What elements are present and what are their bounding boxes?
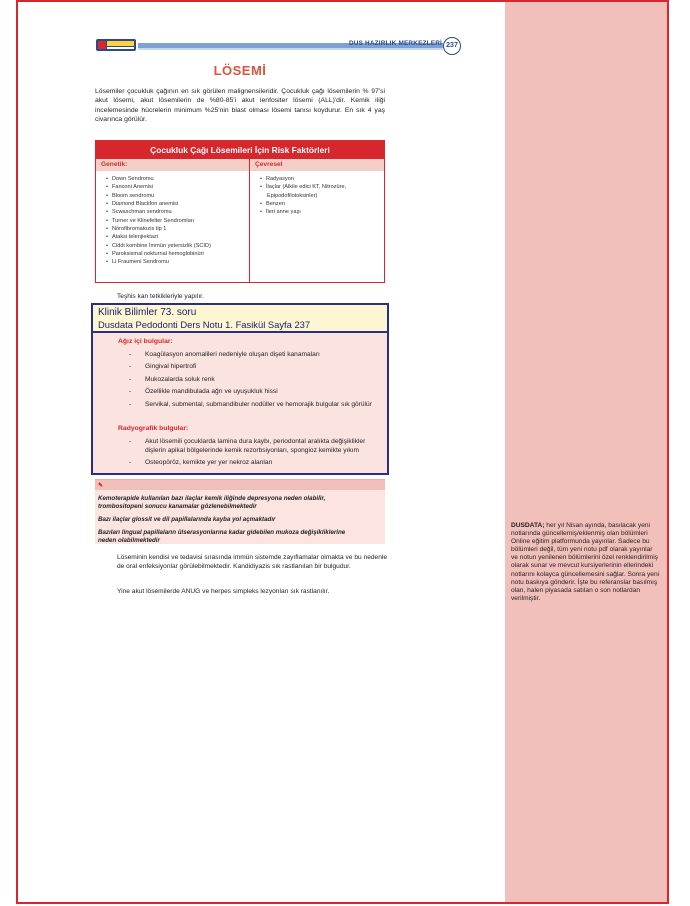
page-number: 237 bbox=[443, 37, 461, 55]
radiographic-findings-list bbox=[129, 438, 385, 471]
sidebar-text: her yıl Nisan ayında, basılacak yeni notlarında güncellemiş/eklenmiş olan bölümleri Online eğitim platformunda yayınlar. Sadece bu bölümleri değil, tüm yeni notu pdf olarak yayınlar ve notun yenilenen bölümlerini özel renklendirilmiş olarak sunar ve mevcut kursiyerlerinin ellerindeki notlarını kolayca güncellemesini sağlar. Sonra yeni notu baskıya gönderir. İşte bu referanslar basılmış olan, halen piyasada satılan o son notlardan verilmiştir. bbox=[511, 522, 660, 602]
list-item: - Osteopöröz, kemikte yer yer nekroz alanları bbox=[129, 459, 385, 468]
list-item: • Scwaschman sendromu bbox=[106, 208, 246, 216]
list-item: • Diamond Blackfon anemisi bbox=[106, 200, 246, 208]
risk-factors-table bbox=[95, 140, 385, 283]
genetic-list bbox=[106, 175, 246, 267]
list-item: - Akut lösemili çocuklarda lamina dura kaybı, periodontal aralıkta değişiklikler dişlerin apikal bölgelerinde kemik rezorbsiyonları, spongioz kemikte yıkım bbox=[129, 438, 385, 455]
clinic-reference-line2: Dusdata Pedodonti Ders Notu 1. Fasikül Sayfa 237 bbox=[98, 319, 311, 330]
list-item-continuation: Epipodofilotoksinler) bbox=[267, 192, 318, 199]
dusdata-logo bbox=[96, 37, 136, 53]
list-item: • Nörofibromatozis tip 1 bbox=[106, 225, 246, 233]
oral-findings-list bbox=[129, 351, 385, 413]
intro-paragraph: Lösemiler çocukluk çağının en sık görülen malignensileridir. Çocukluk çağı lösemilerin % 97'si akut lösemi, akut lösemilerin de %80-85'i akut lenfositer lösemi (ALL)'dir. Kemik iliği incelemesinde hücrelerin minimum %25'nin blast olması lösemi tanısı koydurur. En sık 4 yaş civarınca görülür. bbox=[95, 88, 385, 124]
list-item: • İlaçlar (Alkile edici KT, Nitrozüre, bbox=[260, 183, 380, 191]
clinic-reference-box bbox=[91, 303, 389, 333]
list-item: • Benzen bbox=[260, 200, 380, 208]
oral-findings-title: Ağız içi bulgular: bbox=[118, 338, 173, 345]
list-item: • Turner ve Klinefelter Sendromları bbox=[106, 217, 246, 225]
environmental-header: Çevresel bbox=[250, 159, 384, 171]
environmental-list bbox=[260, 175, 380, 217]
list-item: - Özellikle mandibulada ağrı ve uyuşukluk hissi bbox=[129, 388, 385, 397]
note-strip bbox=[95, 480, 385, 490]
note-box bbox=[95, 479, 385, 544]
note-line: Kemoterapide kullanılan bazı ilaçlar kemik iliğinde depresyona neden olabilir, bbox=[98, 495, 326, 502]
sidebar-note bbox=[511, 522, 661, 603]
sidebar-panel bbox=[505, 2, 667, 902]
list-item: • İleri anne yaşı bbox=[260, 208, 380, 216]
list-item: • Li Fraumeni Sendromu bbox=[106, 258, 246, 266]
page-title: LÖSEMİ bbox=[213, 63, 267, 78]
list-item: • Paroksismal nokturnal hemoglobinüri bbox=[106, 250, 246, 258]
header-bar-shadow bbox=[138, 48, 443, 50]
note-line: Bazıları lingual papillaların ülserasyonlarına kadar gidebilen mukoza değişikliklerine bbox=[98, 529, 346, 536]
list-item: • Fanconi Anemisi bbox=[106, 183, 246, 191]
genetic-header: Genetik: bbox=[96, 159, 249, 171]
findings-box bbox=[91, 333, 389, 475]
list-item: • Down Sendromu bbox=[106, 175, 246, 183]
diagnosis-text: Teşhis kan tetkikleriyle yapılır. bbox=[117, 293, 204, 300]
risk-table-title: Çocukluk Çağı Lösemileri İçin Risk Faktörleri bbox=[96, 141, 384, 159]
list-item: - Mukozalarda soluk renk bbox=[129, 376, 385, 385]
list-item: - Servikal, submental, submandibuler nodüller ve hemorajik bulgular sık görülür bbox=[129, 401, 385, 410]
list-item: • Bloom sendromu bbox=[106, 192, 246, 200]
pencil-icon: ✎ bbox=[98, 483, 104, 489]
clinic-reference-line1: Klinik Bilimler 73. soru bbox=[98, 307, 197, 318]
note-line: trombositopeni sonucu kanamalar gözlenebilmektedir bbox=[98, 503, 257, 510]
list-item: - Koagülasyon anomalileri nedeniyle oluşan dişeti kanamaları bbox=[129, 351, 385, 360]
note-line: neden olabilmektedir bbox=[98, 537, 160, 544]
radiographic-findings-title: Radyografik bulgular: bbox=[118, 425, 189, 432]
anug-paragraph: Yine akut lösemilerde ANUG ve herpes simpleks lezyonları sık rastlanılır. bbox=[117, 588, 330, 595]
sidebar-brand: DUSDATA; bbox=[511, 522, 545, 529]
list-item: • Ciddi kombine İmmün yetersizlik (SCID) bbox=[106, 242, 246, 250]
immune-paragraph: Löseminin kendisi ve tedavisi sırasında immün sistemde zayıflamalar olmakta ve bu nedenle de oral enfeksiyonlar görülebilmektedir. Kandidiyazis sık rastlanılan bir bulgudur. bbox=[117, 554, 387, 571]
header-title: DUS HAZIRLIK MERKEZLERİ bbox=[348, 40, 442, 47]
list-item: • Ataksi telenjiektazi bbox=[106, 233, 246, 241]
column-divider bbox=[249, 159, 250, 283]
note-line: Bazı ilaçlar glossit ve dil papillalarında kayba yol açmaktadır bbox=[98, 516, 276, 523]
list-item: • Radyasyon bbox=[260, 175, 380, 183]
list-item: - Gingival hipertrofi bbox=[129, 363, 385, 372]
